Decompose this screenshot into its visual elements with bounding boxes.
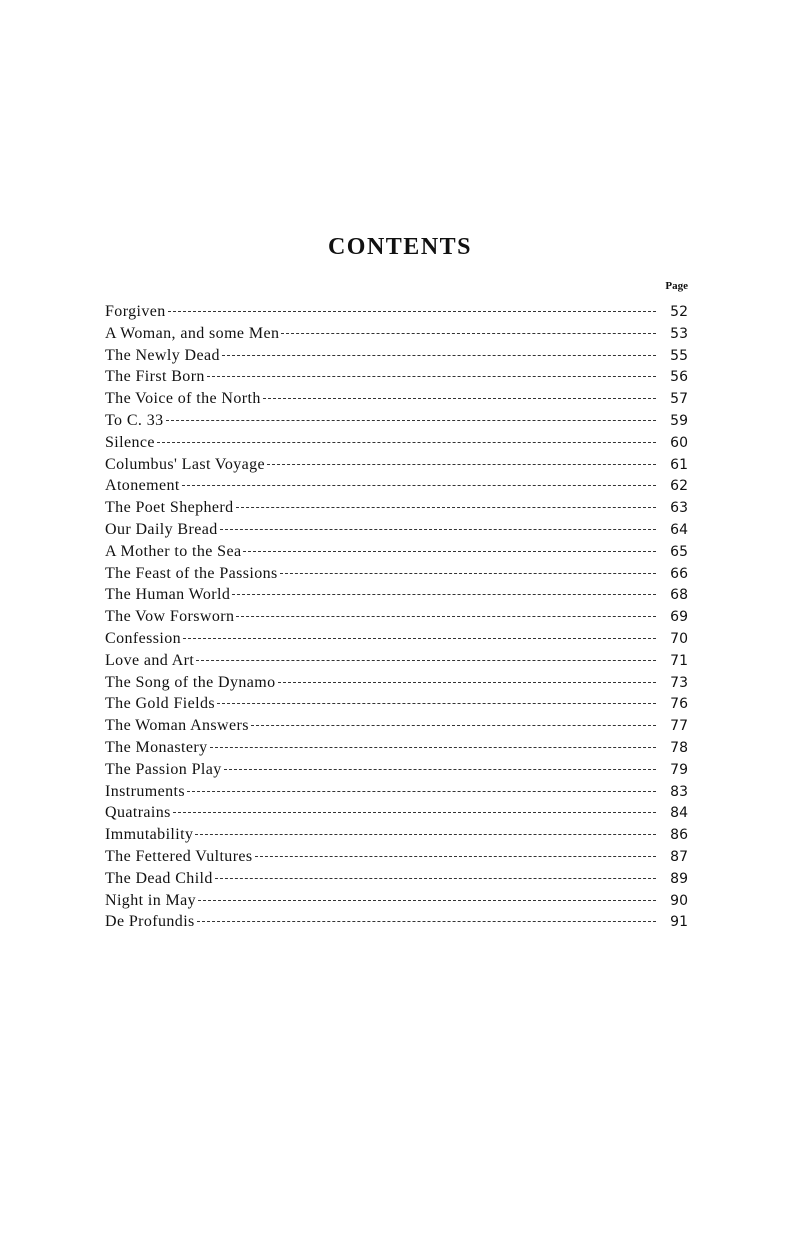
toc-entry-page-number: 91 — [670, 914, 688, 931]
dot-leader — [197, 921, 656, 922]
toc-entry — [105, 759, 688, 781]
toc-entry-title: Night in May — [105, 891, 197, 909]
toc-entry-page-number: 53 — [670, 325, 688, 342]
toc-entry-title: The First Born — [105, 368, 205, 386]
toc-entry-title: Confession — [105, 629, 181, 647]
toc-entry-page-number: 68 — [670, 587, 688, 604]
toc-entry-title: The Newly Dead — [105, 346, 220, 364]
toc-entry — [105, 650, 688, 672]
dot-leader — [220, 529, 656, 530]
toc-entry-title: Immutability — [105, 826, 194, 844]
toc-entry-page-number: 66 — [670, 565, 688, 582]
toc-entry — [105, 345, 688, 367]
toc-entry-title: The Voice of the North — [105, 390, 261, 408]
dot-leader — [255, 856, 656, 857]
toc-entry — [105, 475, 688, 497]
toc-entry-title: The Song of the Dynamo — [105, 673, 276, 691]
toc-entry — [105, 781, 688, 803]
dot-leader — [166, 420, 656, 421]
page-title: CONTENTS — [327, 234, 473, 260]
toc-entry-page-number: 69 — [670, 609, 688, 626]
dot-leader — [278, 682, 656, 683]
toc-entry-page-number: 62 — [670, 478, 688, 495]
toc-entry — [105, 366, 688, 388]
dot-leader — [168, 311, 656, 312]
dot-leader — [195, 834, 656, 835]
toc-entry-page-number: 56 — [670, 369, 688, 386]
toc-entry — [105, 454, 688, 476]
toc-entry-title: The Dead Child — [105, 869, 213, 887]
toc-entry-page-number: 64 — [670, 521, 688, 538]
toc-entry-page-number: 70 — [670, 630, 688, 647]
toc-entry — [105, 672, 688, 694]
toc-entry — [105, 846, 688, 868]
dot-leader — [198, 900, 656, 901]
dot-leader — [182, 485, 656, 486]
dot-leader — [157, 442, 656, 443]
toc-entry-title: Silence — [105, 433, 155, 451]
toc-entry — [105, 737, 688, 759]
toc-entry-page-number: 79 — [670, 761, 688, 778]
toc-entry-title: To C. 33 — [105, 411, 164, 429]
toc-entry-page-number: 59 — [670, 412, 688, 429]
toc-entry-title: Columbus' Last Voyage — [105, 455, 266, 473]
toc-entry — [105, 323, 688, 345]
toc-entry-page-number: 76 — [670, 696, 688, 713]
dot-leader — [236, 616, 656, 617]
dot-leader — [281, 333, 656, 334]
toc-entry-title: Instruments — [105, 782, 185, 800]
toc-entry — [105, 802, 688, 824]
toc-entry — [105, 824, 688, 846]
dot-leader — [187, 791, 656, 792]
toc-entry-title: The Woman Answers — [105, 717, 249, 735]
dot-leader — [224, 769, 656, 770]
toc-entry-title: De Profundis — [105, 913, 195, 931]
toc-entry — [105, 715, 688, 737]
dot-leader — [173, 812, 656, 813]
toc-entry — [105, 541, 688, 563]
table-of-contents — [105, 301, 688, 933]
dot-leader — [210, 747, 656, 748]
toc-entry-title: A Woman, and some Men — [105, 324, 280, 342]
toc-entry-title: Forgiven — [105, 303, 166, 320]
toc-entry-title: The Vow Forsworn — [105, 608, 235, 626]
toc-entry-page-number: 87 — [670, 848, 688, 865]
toc-entry-title: The Monastery — [105, 738, 208, 756]
dot-leader — [280, 573, 656, 574]
toc-entry-title: A Mother to the Sea — [105, 542, 242, 560]
toc-entry-page-number: 86 — [670, 827, 688, 844]
toc-entry-page-number: 57 — [670, 391, 688, 408]
toc-entry-page-number: 83 — [670, 783, 688, 800]
toc-entry-page-number: 52 — [670, 304, 688, 320]
toc-entry-page-number: 65 — [670, 543, 688, 560]
toc-entry-page-number: 71 — [670, 652, 688, 669]
toc-entry — [105, 911, 688, 933]
toc-entry-page-number: 77 — [670, 718, 688, 735]
toc-entry — [105, 868, 688, 890]
toc-entry-title: Quatrains — [105, 804, 171, 822]
dot-leader — [222, 355, 656, 356]
toc-entry-page-number: 73 — [670, 674, 688, 691]
toc-entry — [105, 519, 688, 541]
dot-leader — [207, 376, 656, 377]
toc-entry-page-number: 78 — [670, 739, 688, 756]
toc-entry-page-number: 60 — [670, 434, 688, 451]
dot-leader — [215, 878, 656, 879]
toc-entry-title: The Fettered Vultures — [105, 847, 253, 865]
dot-leader — [243, 551, 656, 552]
toc-entry — [105, 584, 688, 606]
toc-entry — [105, 606, 688, 628]
dot-leader — [236, 507, 656, 508]
toc-entry-page-number: 61 — [670, 456, 688, 473]
toc-entry-page-number: 89 — [670, 870, 688, 887]
toc-entry-page-number: 55 — [670, 347, 688, 364]
toc-entry-title: The Gold Fields — [105, 695, 215, 713]
toc-entry-title: The Poet Shepherd — [105, 499, 234, 517]
toc-entry-title: The Feast of the Passions — [105, 564, 278, 582]
toc-entry-title: Atonement — [105, 477, 180, 495]
dot-leader — [183, 638, 656, 639]
dot-leader — [263, 398, 656, 399]
toc-entry — [105, 693, 688, 715]
toc-entry-title: The Passion Play — [105, 760, 222, 778]
toc-entry-title: Our Daily Bread — [105, 520, 218, 538]
toc-entry-title: Love and Art — [105, 651, 195, 669]
toc-entry — [105, 432, 688, 454]
toc-entry-page-number: 84 — [670, 805, 688, 822]
dot-leader — [251, 725, 656, 726]
toc-entry — [105, 388, 688, 410]
toc-entry-title: The Human World — [105, 586, 231, 604]
toc-entry — [105, 563, 688, 585]
toc-entry — [105, 410, 688, 432]
toc-entry — [105, 628, 688, 650]
dot-leader — [196, 660, 656, 661]
dot-leader — [232, 594, 656, 595]
toc-entry — [105, 890, 688, 912]
page-column-label: Page — [665, 280, 688, 292]
toc-entry — [105, 301, 688, 323]
dot-leader — [267, 464, 656, 465]
toc-entry-page-number: 63 — [670, 500, 688, 517]
toc-entry-page-number: 90 — [670, 892, 688, 909]
toc-entry — [105, 497, 688, 519]
dot-leader — [217, 703, 656, 704]
